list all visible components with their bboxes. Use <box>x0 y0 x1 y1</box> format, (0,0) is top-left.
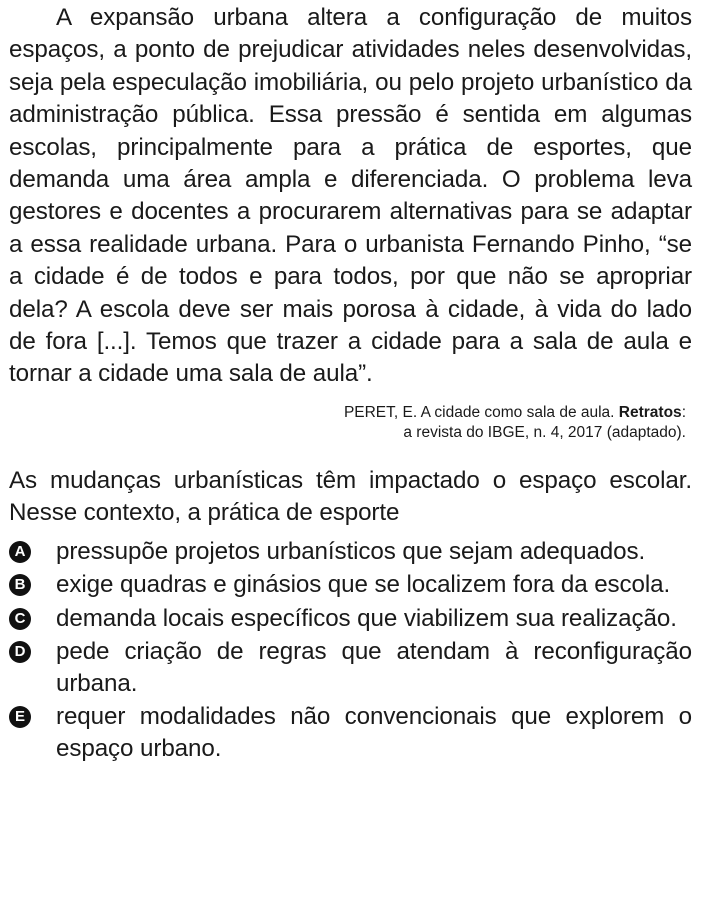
citation-prefix: PERET, E. A cidade como sala de aula. <box>343 403 619 421</box>
option-d-letter-badge: D <box>9 641 31 663</box>
citation-source: Retratos <box>618 403 682 421</box>
option-c-letter-badge: C <box>9 608 31 630</box>
citation-line-2: a revista do IBGE, n. 4, 2017 (adaptado). <box>403 423 686 441</box>
option-d-text: pede criação de regras que atendam à reconfiguração urbana. <box>56 638 692 697</box>
option-a-letter-badge: A <box>9 541 31 563</box>
option-d[interactable] <box>9 636 692 699</box>
option-a-text: pressupõe projetos urbanísticos que sejam adequados. <box>56 537 646 565</box>
option-e-letter-badge: E <box>9 706 31 728</box>
option-e[interactable] <box>9 701 692 764</box>
citation-line-1 <box>9 403 686 423</box>
option-b[interactable] <box>9 569 692 601</box>
question-stem: As mudanças urbanísticas têm impactado o espaço escolar. Nesse contexto, a prática de esporte <box>9 466 692 527</box>
option-c[interactable] <box>9 603 692 635</box>
option-a[interactable] <box>9 536 692 568</box>
answer-options <box>9 536 692 765</box>
citation <box>9 403 686 443</box>
option-b-letter-badge: B <box>9 574 31 596</box>
option-e-text: requer modalidades não convencionais que explorem o espaço urbano. <box>56 703 692 762</box>
option-c-text: demanda locais específicos que viabilizem sua realização. <box>56 604 677 632</box>
passage-text: A expansão urbana altera a configuração de muitos espaços, a ponto de prejudicar atividades neles desenvolvidas, seja pela especulação imobiliária, ou pelo projeto urbanístico da administração pública. Essa pressão é sentida em algumas escolas, principalmente para a prática de esportes, que demanda uma área ampla e diferenciada. O problema leva gestores e docentes a procurarem alternativas para se adaptar a essa realidade urbana. Para o urbanista Fernando Pinho, “se a cidade é de todos e para todos, por que não se apropriar dela? A escola deve ser mais porosa à cidade, à vida do lado de fora [...]. Temos que trazer a cidade para a sala de aula e tornar a cidade uma sala de aula”. <box>9 4 692 388</box>
option-b-text: exige quadras e ginásios que se localizem fora da escola. <box>56 571 671 599</box>
citation-suffix: : <box>681 403 686 421</box>
